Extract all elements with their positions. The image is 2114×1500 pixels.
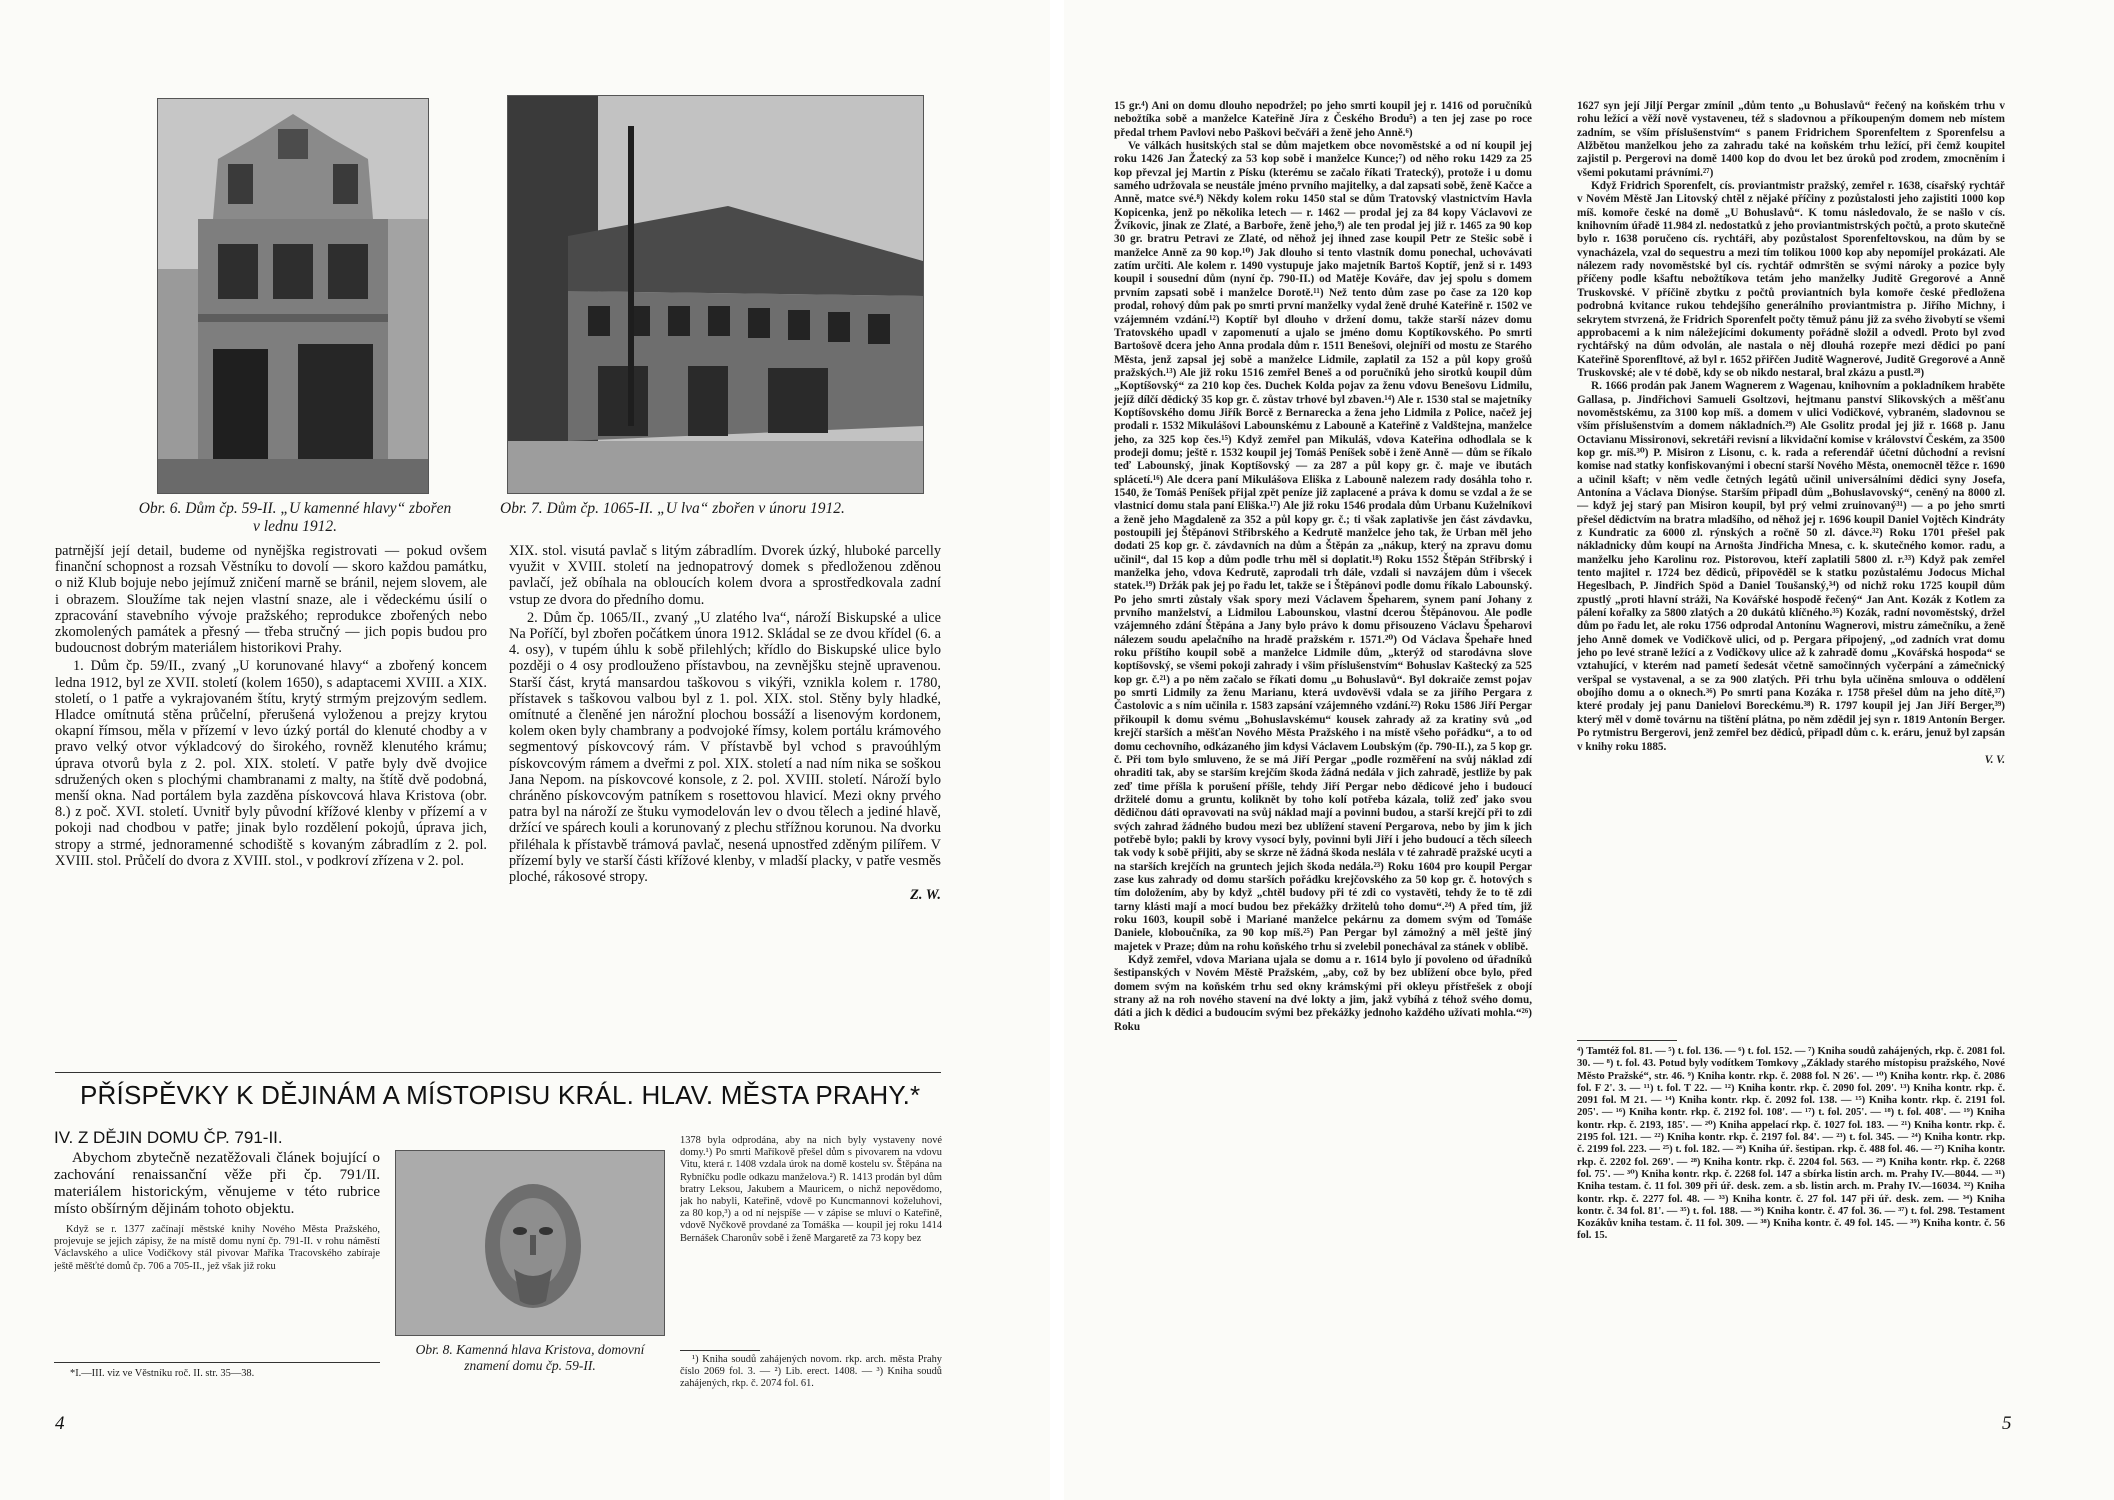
mid-footnote-rule <box>680 1350 760 1351</box>
page-number-left: 4 <box>55 1413 65 1434</box>
article-signature-right: V. V. <box>1984 753 2005 766</box>
section-heading: PŘÍSPĚVKY K DĚJINÁM A MÍSTOPISU KRÁL. HLAV. MĚSTA PRAHY.* <box>80 1080 921 1110</box>
photo-stone-head <box>395 1150 665 1336</box>
col4-paragraph: 1627 syn její Jiljí Pergar zmínil „dům tento „u Bohuslavů“ řečený na koňském trhu v rohu ležící a věží nově vystaveneu, též s sladovnou a příkoupeným domem neb místem zadním, se vším příslušenstvím“ s panem Fridrichem Sporenfeltem z Sporenfelsu a Alžbětou manželkou jeho za zahradu také na koňském trhu ležící, při čemž koupitel zajistil p. Pergerovi na domě 1400 kop do dvou let bez úroků pod zrodem, zmocněním i všemi pokutami právními.²⁷) <box>1577 100 2005 179</box>
section-rule <box>55 1072 941 1073</box>
photo7-caption: Obr. 7. Dům čp. 1065-II. „U lva“ zbořen v únoru 1912. <box>500 500 845 517</box>
house-59-illustration <box>158 99 428 493</box>
photo-house-59 <box>157 98 429 494</box>
intro-small-paragraph: Když se r. 1377 začínají městské knihy Nového Města Pražského, projevuje se jejich zápisy, že na místě domu nyní čp. 791-II. v rohu náměstí Václavského a ulice Vodičkovy stál pivovar Maříka Tracovského zabíraje ještě měšťté domů čp. 706 a 705-II., jež však již roku <box>54 1224 380 1272</box>
col2-paragraph: 2. Dům čp. 1065/II., zvaný „U zlatého lva“, nároží Biskupské a ulice Na Poříčí, byl zbořen počátkem února 1912. Skládal se ze dvou křídel (6. a 4. osy), v tupém úhlu k sobě přilehlých; křídlo do Biskupské ulice bylo později o 4 osy prodlouženo přístavbou, na zevnějšku stejně upravenou. Starší část, krytá mansardou taškovou s vikýři, vznikla kolem r. 1780, přístavek s taškovou valbou byl z 1. pol. XIX. stol. Stěny byly hladké, omítnuté a členěné jen nárožní plochou bossáží a lisenovým kordonem, kolem oken byly chambrany a podvojoké římsy, kolem portálu krámového segmentový pískovcový rám. V přístavbě byl vchod s pravoúhlým pískovcovým rámem a dveřmi z pol. XIX. století a nad ním nika se soškou Jana Nepom. na pískovcové konsole, z 2. pol. XVIII. století. Nároží bylo chráněno pískovcovým patníkem s rosettovou hlavicí. Mezi okny prvého patra byl na nároží ze štuku vymodelován lev o dvou tělech a jediné hlavě, držící ve spárech kouli a korunovaný z plechu střížnou korunou. Na dvorku přiléhala k přístavbě trámová pavlač, nesená upnostřed zděným pilířem. V přízemí byly ve starší části křížové klenby, v mladší placky, v patře vesměs ploché, rákosové stropy. <box>509 609 941 886</box>
photo-house-1065 <box>507 95 924 494</box>
col2-paragraph: XIX. stol. visutá pavlač s litým zábradlím. Dvorek úzký, hluboké parcelly využit v XVIII. století na jednopatrový domek s předloženou zděnou pavlačí, jež obíhala na obloucích kolem dvora a sprostředkovala zadní vstup ze dvora do předního domu. <box>509 543 941 608</box>
left-column-1 <box>55 543 487 1043</box>
page-number-right: 5 <box>2002 1413 2012 1434</box>
intro-paragraph: Abychom zbytečně nezatěžovali článek bojující o zachování renaissanční věže při čp. 791/II. materiálem historickým, věnujeme v této rubrice místo obšírným dějinám tohoto objektu. <box>54 1150 380 1217</box>
col3-paragraph: Ve válkách husitských stal se dům majetkem obce novoměstské a od ní koupil jej roku 1426 Jan Žatecký za 53 kop sobě i manželce Kunce;⁷) od něho roku 1429 za 25 kop převzal jej Martin z Písku (kterému se začalo říkati Tratecký), protože i u domu samého udržovala se neustále jméno prvního majitelky, a dal zapsati sobě, ženě Kačce a Anně, matce své.⁸) Někdy kolem roku 1450 stal se dům Tratovský vlastnictvím Havla Kopicenka, jenž po několika letech — r. 1462 — prodal jej za 84 kopy Václavovi ze Žvíkovic, jinak ze Zlaté, a Barboře, ženě jeho,⁹) ale ten prodal jej již r. 1465 za 90 kop 30 gr. bratru Petravi ze Zlaté, od něhož jej ihned zase koupil Petr ze Stešic sobě i manželce Anně za 90 kop.¹⁰) Jak dlouho si tento vlastník domu ponechal, uchovávati zatím určiti. Ale kolem r. 1490 vystupuje jako majetník Bartoš Koptíř, jenž si r. 1493 koupil i sousední dům (nyní čp. 790-II.) od Matěje Kováře, dav jej spolu s domem prvním zapsati sobě i manželce Dorotě.¹¹) Než tento dům zase po čase za 120 kop prodal, rohový dům pak po smrti první manželky vydal ženě druhé Kateřině r. 1502 ve vzájemném vzdání.¹²) Koptíř byl dlouho v držení domu, takže starší název domu Tratovského upadl v zapomenutí a ujalo se jméno domu Koptíkovského. Po smrti Bartošově dcera jeho Anna prodala dům r. 1511 Benešovi, olejníři od mostu ze Starého Města, jenž zapsal jej sobě a manželce Lidmile, zaplatil za 152 a půl kopy grošů pražských.¹³) Ale již roku 1516 zemřel Beneš a od poručníků jeho sirotků koupil dům „Koptíšovský“ za 210 kop čes. Duchek Kolda pojav za ženu vdovu Benešovu Lidmilu, jejíž dílčí dědický 35 kop gr. č. zůstav trhové byl zbaven.¹⁴) Ale r. 1530 stal se majetníky Koptíšovského domu Jiřík Borcě z Bernarecka a žena jeho Lidmila z Police, načež jej prodali r. 1532 Mikulášovi Labounskému z Labouně a Kateřině z Valdštejna, manželce jeho, za 325 kop čes.¹⁵) Když zemřel pan Mikuláš, vdova Kateřina odhodlala se k prodeji domu; ještě r. 1532 koupil jej Tomáš Peníšek sobě i ženě Anně — dům se říkalo teď Labounský, jinak Koptíšovský — za 287 a půl kopy gr. č. maje ve ibutách splácetí.¹⁶) Ale dcera paní Mikulášova Eliška z Labouně nalezem rady dosáhla toho r. 1540, že Tomáš Peníšek přijal zpět peníze již zaplacené a práva k domu se vzdal a že se vlastnicí domu stala paní Eliška.¹⁷) Ale již roku 1546 prodala dům Urbanu Kuželníkovi a ženě jeho Magdaleně za 352 a půl kopy gr. č.; ti však zaplativše jen část závdavku, postoupili jej Štěpánovi Střibrského a Kedrutě manželce jeho tak, že Urban měl jeho dodati 25 kop gr. č. závdavních na dům a Štěpán za „nákup, který na zpravu domu učinil“, dal 15 kop a dům podle trhu měl si doplatit.¹⁸) Roku 1552 Štěpán Střibrský i manželka jeho, vdova Kedrutě, zaprodali trh dále, vzdali si navzájem dům i všecek statek.¹⁹) Držák pak jej po řadu let, takže se i Štěpánovi podle domu říkalo Labounský. Po jeho smrti zůstaly však spory mezi Václavem Špeharem, synem paní Johany z prvního manželství, a Lidmilou Labounskou, vlastní dcerou Štěpánovou. Ale podle vzájemného zdání Štěpána a Jany bylo právo k domu přisouzeno Václavu Špeharovi nálezem soudu apelačního na hradě pražském r. 1571.²⁰) Od Václava Špehaře hned roku příštího koupil sobě a manželce Lidmile dům, „kterýž od starodávna slove koptíšovský, se všemi pokoji zahrady i všim příslušenstvím“ Bohuslav Kaštecký za 525 kop gr. č.²¹) a po něm začalo se říkati domu „u Bohuslavů“. Byl dokraiče zemst pojav po smrti Lidmily za ženu Marianu, která uvdověvši vdala se za jiřího Pergara z Častolovic a s ním učinila r. 1583 zapsání vzájemného vzdání.²²) Roku 1586 Jiří Pergar přikoupil k domu svému „Bohuslavskému“ kousek zahrady až za kratiny svů „od krejčí starších a měšťan Nového Města Pražského i na místě všeho pořádku“, a to od domu cechovního, odkázaného jim kdysi Václavem Loubským (čp. 790-II.), za 5 kop gr. č. Při tom bylo smluveno, že se má Jiří Pergar „podle rozměření na svůj náklad zdí ohraditi tak, aby se starším krejčím škoda žádná nedála v jich zahradě, jestliže by pak zeď time příšla k porušení příšle, tehdy Jiří Pergar nebo dědicové jeho i budoucí držitelé domu a gruntu, koliknět by toho kolí potřeba kázala, toliž zeď jako svou dědičnou dáti opravovati na svůj náklad mají a povinni budou, a starší krejčí při to zdi svých zahrad žádného budou mezi bez ublížení stavení Pergarova, nebo by jim k jich potřebě bylo; pakli by krovy vysocí byly, povinni byli Jiří i jeho budoucí a těch síleech tak vody k sobě přijiti, aby se skrze ně žádná škoda neslála v té zahradě pražské ucyti a na starších krejčích na gruntech jejich škoda nedála.²³) Roku 1604 pro koupil Pergar zase kus zahrady od domu starších pořádku krejčovského za 50 kop gr. č. hotových s tím doložením, aby by když „chtěl budovy při té zdi co vystavěti, tehdy že to tě zdi tarny klásti mají a mocí budou bez překážky držitelů toho domu“.²⁴) A před tím, již roku 1603, koupil sobě i Mariané manželce pekárnu za domem svým od Tomáše Daniele, kloboučníka, za 90 kop míš.²⁵) Pan Pergar byl zámožný a měl ještě jiný majetek v Praze; dům na rohu koňského trhu si zvelebil ponechával za stánek v oblibě. <box>1114 140 1532 953</box>
col4-paragraph: R. 1666 prodán pak Janem Wagnerem z Wagenau, knihovním a pokladníkem hraběte Gallasa, p. Jindřichovi Samueli Gsoltzovi, hejtmanu panství Slikovských a měšťanu novoměstskému, za 3100 kop míš. a domem v ulici Vodičkové, vybraném, sladovnou se vším příslušenstvím a domem nákladních.²⁹) Ale Gsolitz prodal jej již r. 1668 p. Janu Octavianu Missironovi, sekretáři revisní a likvidační komise v království Českém, za 3500 kop gr. míš.³⁰) P. Misiron z Lisonu, c. k. rada a referendář účetní důchodní a revisní komise nad statky konfiskovanými i obecní starší Nového Města, onemocněl těžce r. 1690 a učinil kšaft; v něm vedle četných legátů učinil universálními dědici syny Josefa, Antonína a Václava Dionýse. Starším připadl dům „Bohuslavovský“, ceněný na 8000 zl. — když jej starý pan Misiron koupil, byl prý velmi zruinovaný³¹) — a po jeho smrti přešel dědictvím na bratra mladšího, od něhož jej r. 1696 koupil Daniel Vojtěch Kindráty z Kundratic za 6000 zl. rýnských a ročně 50 zl. dávce.³²) Roku 1701 přešel pak nákladnicky dům koupí na Arnošta Jindřicha Mnesa, c. k. skutečného komor. radu, a manželku jeho Karolinu roz. Pistorovou, kteří zaplatili 5800 zl. r.³³) Když pak zemřel tento majitel r. 1724 bez dědiců, připověděl se k statku pozůstalému Jodocus Michal Hegeslbach, P. Jindřich Spöd a Daniel Toušanský,³⁴) od nichž roku 1725 koupil dům zpustlý „proti hlavní stráži, Na Kovářské hospodě řečený“ Jan Ant. Kozák z Kotlem za pálení kořalky za 5800 zlatých a 20 dukátů klíčného.³⁵) Kozák, radní novoměstský, držel dům po řadu let, ale roku 1756 odprodal Antonínu Wagnerovi, mistru zámečníku, a ženě jeho Anně domek ve Vodičkově ulici, od p. Pergara připojený, „od zadních vrat domu jeho po levé straně ležící a z Vodičkovy ulice až k zahradě domu „Kovářská hospoda“ se vztahující, v kterém nad pametí šedesát včetně samočinných vyčerpání a zámečnický veršpal se vystavenal, a se za 900 zlatých. Při trhu byla učiněna smlouva o oddělení obojího domu a o oknech.³⁶) Po smrti pana Kozáka r. 1758 přešel dům na jeho dítě,³⁷) které prodaly jej panu Danielovi Boreckému.³⁸) R. 1797 koupil jej Jan Jiří Berger,³⁹) který měl v domě továrnu na tištění plátna, po něm zdědil jej syn r. 1819 Antonín Berger. Po rytmistru Bergerovi, jenž zemřel bez dědiců, připadl dům c. k. eráru, jenuž byl zapsán v knihy roku 1885. <box>1577 380 2005 753</box>
right-footnote-rule <box>1577 1040 1677 1041</box>
col1-paragraph: 1. Dům čp. 59/II., zvaný „U korunované hlavy“ a zbořený koncem ledna 1912, byl ze XVII. století (kolem 1650), s adaptacemi XVIII. a XIX. století, o 1 patře a vykrajovaném štítu, krytý strmým prejzovým sedlem. Hladce omítnutá stěna průčelní, přerušená vyloženou a prejzy krytou okapní římsou, měla v přízemí v levo úzký portál do klenuté chodby a v pravo velký otvor výkladcový do širokého, rovněž klenutého krámu; úprava otvorů byla z 2. pol. XIX. století. V patře byly dvě dvojice sdružených oken s plochými chambranami z malty, na štítě dvě podobná, menší okna. Nad portálem byla zazděna pískovcová hlava Kristova (obr. 8.) z poč. XVI. století. Uvnitř byly původní křížové klenby v přízemí a v pokoji nad chodbou v patře; jinak bylo rozdělení pokojů, úprava jich, stropy a strmé, jednoramenné schodiště s kovaným zábradlím z 2. pol. XVIII. stol. Průčelí do dvora z XVIII. stol., v podkroví zřízena v 2. pol. <box>55 658 487 869</box>
footnote-star: *I.—III. viz ve Věstníku roč. II. str. 35—38. <box>70 1368 255 1379</box>
mid-footnotes <box>680 1354 942 1404</box>
intro-column <box>54 1150 380 1355</box>
col3-paragraph: 15 gr.⁴) Ani on domu dlouho nepodržel; po jeho smrti koupil jej r. 1416 od poručníků nebožtíka sobě a manželce Kateřině Jíra z Českého Brodu⁵) a ten jej zase po roce předal trhem Pavlovi nebo Paškovi bečváři a ženě jeho Anně.⁶) <box>1114 100 1532 139</box>
house-1065-illustration <box>508 96 923 493</box>
footnote-rule <box>54 1362 380 1363</box>
col1-paragraph: patrnější její detail, budeme od nynějška registrovati — pokud ovšem finanční schopnost a rozsah Věstníku to dovolí — skoro každou památku, o niž Klub bojuje nebo jejímuž zničení marně se bránil, nejem slovem, ale i obrazem. Sloužíme tak nejen vlastní snaze, ale i vědeckému úsilí o zpracování stavebního vývoje pražského; reprodukce zbořených nebo zkomolených památek a přesný — třeba stručný — jich popis budou pro budoucnost dobrým materiálem historikovi Prahy. <box>55 543 487 657</box>
right-column-4 <box>1577 100 2005 1030</box>
right-page <box>1064 0 2114 1500</box>
photo6-caption: Obr. 6. Dům čp. 59-II. „U kamenné hlavy“ zbořen v lednu 1912. <box>138 500 452 535</box>
stone-head-illustration <box>396 1151 664 1335</box>
page-gutter <box>1050 0 1064 1500</box>
col3-paragraph: Když zemřel, vdova Mariana ujala se domu a r. 1614 bylo jí povoleno od úřadníků šestipanských v Novém Městě Pražském, „aby, což by bez ublížení obce bylo, před domem svým na koňském trhu sed okny krámskými při okleyu přístřešek z obojí strany až na roh nového stavení na dvé lokty a jim, jakž vybíhá z téhož svého domu, dáti a jich k dědici a budoucím svými bez překážky jednoho každého užívati mohla.“²⁶) Roku <box>1114 954 1532 1033</box>
col4-paragraph: Když Fridrich Sporenfelt, cís. proviantmistr pražský, zemřel r. 1638, císařský rychtář v Novém Městě Jan Litovský chtěl z nějaké příčiny z pozůstalosti jeho zajistiti 1000 kop míš. komoře české na domě „U Bohuslavů“. K tomu následovalo, že se našlo v cís. knihovním úřadě 11.984 zl. nedostatků z jeho proviantmistrských počtů, a proto skutečně bylo r. 1638 poručeno cís. rychtáři, aby pozůstalost Sporenfeltovskou, na dům by se vynacházela, vzal do sequestru a mezi tím tolikou 1000 kop aby nepomíjel prokázati. Ale nálezem rady novoměstské byl cís. rychtář odmrštěn se svými nároky a pozice byly příčeny podle kšaftu nebožtíkova tetám jeho manželky Juditě Gregorové a Anně Truskovské. V příčině zbytku z počtů proviantních byla komoře české předložena podrobná kvitance rukou tehdejšího generálního proviantmistra p. Jiřího Michny, i sekrytem stvrzená, že Fridrich Sporenfelt počty těmuž pánu již za svého živobytí se všemi approbacemi a k nim náležejícími dokumenty pořádně složil a odvedl. Proto byl zvod rychtářský na dům odvolán, ale nastala o něj dlouhá rozepře mezi dědici po paní Kateřině Sporenfltové, až byl r. 1652 přiřčen Juditě Wagnerové, Juditě Gregorové a Anně Truskovské; ale v té době, kdy se ob nikdo nestaral, bral zkázu a pustl.²⁸) <box>1577 180 2005 379</box>
left-column-2 <box>509 543 941 1043</box>
mid-footnote-text: ¹) Kniha soudů zahájených novom. rkp. arch. města Prahy číslo 2069 fol. 3. — ²) Lib. erect. 1408. — ³) Kniha soudů zahájených, rkp. č. 2074 fol. 61. <box>680 1354 942 1390</box>
history-column-start <box>680 1135 942 1345</box>
intro-small-text <box>54 1224 380 1273</box>
history-paragraph: 1378 byla odprodána, aby na nich byly vystaveny nové domy.¹) Po smrti Maříkově přešel dům s pivovarem na vdovu Vitu, která r. 1408 vzdala úrok na domě kostelu sv. Štěpána na Rybníčku podle odkazu manželova.²) R. 1413 prodán byl dům bratry Leksou, Jakubem a Mauricem, o nichž nepovědomo, jak ho nabyli, Kateřině, vdově po Kuncmannovi koželuhovi, za 80 kop,³) a od ní nejspíše — v zápise se mluví o Kateřině, vdově Nyčkově provdané za Tomáška — koupil jej roku 1414 Bernášek Charonův sobě i ženě Margaretě za 73 kopy bez <box>680 1135 942 1244</box>
photo8-caption: Obr. 8. Kamenná hlava Kristova, domovní znamení domu čp. 59-II. <box>415 1342 645 1373</box>
footnotes-text: ⁴) Tamtéž fol. 81. — ⁵) t. fol. 136. — ⁶) t. fol. 152. — ⁷) Kniha soudů zahájených, rkp. č. 2081 fol. 30. — ⁸) t. fol. 43. Potud byly vodítkem Tomkovy „Základy starého místopisu pražského, Nové Město Pražské“, str. 46. ⁹) Kniha kontr. rkp. č. 2088 fol. N 26'. — ¹⁰) Kniha kontr. rkp. č. 2086 fol. F 2'. 3. — ¹¹) t. fol. T 22. — ¹²) Kniha kontr. rkp. č. 2090 fol. 209'. ¹³) Kniha kontr. rkp. č. 2091 fol. M 21. — ¹⁴) Kniha kontr. rkp. č. 2092 fol. 138. — ¹⁵) Kniha kontr. rkp. č. 2191 fol. 205'. — ¹⁶) Kniha kontr. rkp. č. 2192 fol. 108'. — ¹⁷) t. fol. 205'. — ¹⁸) t. fol. 408'. — ¹⁹) Kniha kontr. rkp. č. 2193, 185'. — ²⁰) Kniha appelací rkp. č. 1027 fol. 183. — ²¹) Kniha kontr. rkp. č. 2195 fol. 121. — ²²) Kniha kontr. rkp. č. 2197 fol. 84'. — ²³) t. fol. 345. — ²⁴) Kniha kontr. rkp. č. 2199 fol. 223. — ²⁵) t. fol. 182. — ²⁶) Kniha úř. šestipan. rkp. č. 488 fol. 46. — ²⁷) Kniha kontr. rkp. č. 2202 fol. 269'. — ²⁸) Kniha kontr. rkp. č. 2204 fol. 563. — ²⁹) Kniha kontr. rkp. č. 2268 fol. 75'. — ³⁰) Kniha kontr. rkp. č. 2268 fol. 147 a sbírka listin arch. m. Prahy IV.—8044. — ³¹) Kniha testam. č. 11 fol. 309 při úř. desk. zem. a sb. listin arch. m. Prahy IV.—16034. ³²) Kniha kontr. rkp. č. 2277 fol. 48. — ³³) Kniha kontr. č. 27 fol. 147 při úř. desk. zem. — ³⁴) Kniha kontr. č. 34 fol. 81'. — ³⁵) t. fol. 188. — ³⁶) Kniha kontr. č. 47 fol. 36. — ³⁷) t. fol. 298. Testament Kozákův kniha testam. č. 11 fol. 309. — ³⁸) Kniha kontr. č. 49 fol. 145. — ³⁹) Kniha kontr. č. 56 fol. 15. <box>1577 1046 2005 1242</box>
left-page <box>0 0 1050 1500</box>
right-column-3 <box>1114 100 1532 1412</box>
right-footnotes <box>1577 1046 2005 1406</box>
section-subheading: IV. Z DĚJIN DOMU ČP. 791-II. <box>54 1128 283 1147</box>
article-signature: Z. W. <box>910 887 941 904</box>
